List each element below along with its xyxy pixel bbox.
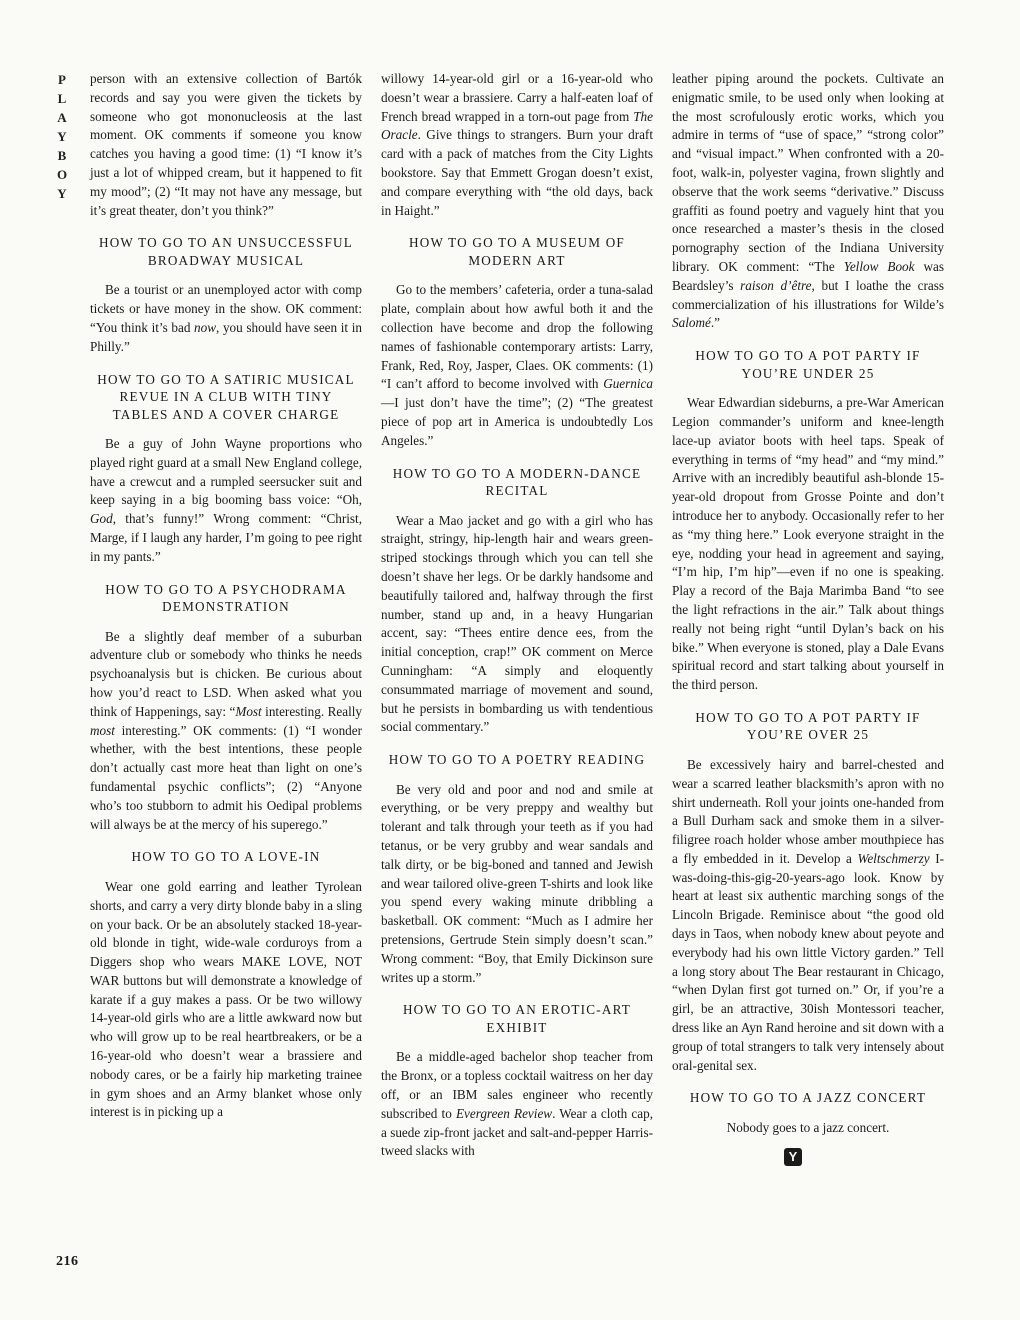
section-heading: HOW TO GO TO AN EROTIC-ART EXHIBIT bbox=[402, 1002, 632, 1035]
section-heading: HOW TO GO TO A POT PARTY IF YOU’RE OVER 25 bbox=[695, 709, 921, 743]
paragraph: Be very old and poor and nod and smile at everything, or be very preppy and wealthy but tolerant and talk through your teeth as if you had tetanus, or be very grubby and wear sandals and talk dirty, or be big-boned and tanned and Jewish and wear tailored olive-green T-shirts and look like you spend every waking minute dribbling a basketball. OK comment: “Much as I admire her pretensions, Gertrude Stein simply doesn’t scan.” Wrong comment: “Boy, that Emily Dickinson sure writes up a storm.” bbox=[381, 781, 653, 985]
section-heading: HOW TO GO TO AN UNSUCCESSFUL BROADWAY MUSICAL bbox=[98, 235, 354, 268]
paragraph: Nobody goes to a jazz concert. bbox=[726, 1119, 890, 1135]
section-heading: HOW TO GO TO A POT PARTY IF YOU’RE UNDER 25 bbox=[695, 348, 921, 381]
page-number: 216 bbox=[56, 1254, 79, 1269]
paragraph: Be excessively hairy and barrel-chested and wear a scarred leather blacksmith’s apron with no shirt underneath. Roll your joints one-handed from a Bull Durham sack and smoke them in a silver-filigree roach holder whose amber mouthpiece has a fly embedded in it. Develop a Weltschmerzy I-was-doing-this-gig-20-years-ago look. Know by heart at least six authentic marching songs of the Lincoln Brigade. Reminisce about “the good old days in Taos, when nobody knew about peyote and everybody had his own little Victory garden.” Tell a long story about The Bear restaurant in Chicago, “when Dylan first got turned on.” Or, if you’re a girl, be an attractive, 30ish Montessori teacher, dress like an Ayn Rand heroine and sit down with a group of total strangers to talk very intensely about oral-genital sex. bbox=[672, 756, 944, 1073]
column-2 bbox=[381, 70, 653, 1161]
paragraph: Wear a Mao jacket and go with a girl who has straight, stringy, hip-length hair and wears green-striped stockings through which you can tell she doesn’t shave her legs. Or be darkly handsome and beautifully tailored and, halfway through the first number, stand up and, in a heavy Hungarian accent, say: “Thees entire dence ees, from the initial conception, crap!” OK comment on Merce Cunningham: “A simply and eloquently consummated marriage of movement and sound, but he persists in bombarding us with tendentious social commentary.” bbox=[381, 512, 653, 735]
section-heading: HOW TO GO TO A MUSEUM OF MODERN ART bbox=[409, 235, 625, 268]
paragraph: leather piping around the pockets. Cultivate an enigmatic smile, to be used only when looking at the most scrofulously erotic works, which you admire in terms of “use of space,” “strong color” and “visual impact.” When confronted with a 20-foot, walk-in, polyester vagina, frown slightly and observe that the work seems “derivative.” Discuss graffiti as found poetry and vaguely hint that you once researched a master’s thesis in the closed pornography section of the Indiana University library. OK comment: “The Yellow Book was Beardsley’s raison d’être, but I loathe the crass commercialization of his illustrations for Wilde’s Salomé.” bbox=[672, 71, 945, 331]
section-heading: HOW TO GO TO A POETRY READING bbox=[388, 752, 646, 768]
masthead-letter: P bbox=[58, 72, 66, 87]
section-heading: HOW TO GO TO A PSYCHODRAMA DEMONSTRATION bbox=[105, 581, 347, 615]
paragraph: Go to the members’ cafeteria, order a tuna-salad plate, complain about how awful both it and the collection have become and drop the following names of fashionable contemporary artists: Larry, Frank, Red, Roy, Jasper, Claes. OK comments: (1) “I can’t afford to become involved with Guernica—I just don’t have the time”; (2) “The greatest piece of pop art in America is undoubtedly Los Angeles.” bbox=[381, 282, 653, 448]
column-3 bbox=[672, 70, 944, 1167]
paragraph: Be a guy of John Wayne proportions who played right guard at a small New England college, have a crewcut and a rumpled seersucker suit and keep saying in a big booming bass voice: “Oh, God, that’s funny!” Wrong comment: “Christ, Marge, if I laugh any harder, I’m going to pee right in my pants.” bbox=[90, 436, 362, 564]
section-heading: HOW TO GO TO A LOVE-IN bbox=[131, 849, 321, 865]
paragraph: Be a tourist or an unemployed actor with comp tickets or have money in the show. OK comment: “You think it’s bad now, you should have seen it in Philly.” bbox=[90, 282, 362, 354]
paragraph: Be a slightly deaf member of a suburban adventure club or somebody who thinks he needs psychoanalysis but is chicken. Be curious about how you’d react to LSD. When asked what you think of Happenings, say: “Most interesting. Really most interesting.” OK comments: (1) “I wonder whether, with the best intentions, these people don’t actually cast more heat than light on one’s fundamental psychic conflicts”; (2) “Anyone who’s too stubborn to admit his Oedipal problems will always be at the mercy of his superego.” bbox=[90, 628, 363, 832]
paragraph: person with an extensive collection of Bartók records and say you were given the tickets by someone who got mononucleosis at the last moment. OK comments if someone you know catches you having a good time: (1) “I know it’s just a lot of whipped cream, but it happened to fit my mood”; (2) “It may not have any message, but it’s great theater, don’t you think?” bbox=[90, 71, 362, 218]
paragraph: Wear Edwardian sideburns, a pre-War American Legion commander’s uniform and knee-length lace-up aviator boots with heel taps. Speak of everything in terms of “my head” and “my mind.” Arrive with an incredibly beautiful ash-blonde 15-year-old dropout from Grosse Pointe and don’t introduce her to anybody. Occasionally refer to her as “my thing here.” Look everyone straight in the eye, nodding your head in agreement and saying, “I’m hip, I’m hip”—even if no one is speaking. Play a record of the Baja Marimba Band “to see the light refractions in the air.” Talk about things really not being right “until Dylan’s back on his bike.” When everyone is stoned, play a Dale Evans spiritual record and start talking about yourself in the third person. bbox=[672, 395, 944, 693]
end-mark-icon: Y bbox=[784, 1148, 802, 1166]
section-heading: HOW TO GO TO A JAZZ CONCERT bbox=[689, 1090, 927, 1106]
paragraph: willowy 14-year-old girl or a 16-year-old who doesn’t wear a brassiere. Carry a half-eaten loaf of French bread wrapped in a torn-out page from The Oracle. Give things to strangers. Burn your draft card with a pack of matches from the City Lights bookstore. Say that Emmett Grogan doesn’t exist, and compare everything with “the old days, back in Haight.” bbox=[381, 71, 653, 218]
playboy-masthead-vertical: P L A Y B O Y bbox=[52, 70, 72, 203]
section-heading: HOW TO GO TO A MODERN-DANCE RECITAL bbox=[392, 465, 642, 499]
section-heading: HOW TO GO TO A SATIRIC MUSICAL REVUE IN A CLUB WITH TINY TABLES AND A COVER CHARGE bbox=[97, 371, 355, 422]
column-1 bbox=[90, 70, 362, 1122]
paragraph: Wear one gold earring and leather Tyrolean shorts, and carry a very dirty blonde baby in a sling on your back. Or be an absolutely stacked 18-year-old blonde in tight, wide-wale corduroys from a Diggers shop who wears MAKE LOVE, NOT WAR buttons but will demonstrate a knowledge of karate if a guy makes a pass. Or be two willowy 14-year-old girls who are a little awkward now but who will grow up to be real heartbreakers, or be a 16-year-old who doesn’t wear a brassiere and nobody cares, or be a fairly hip marketing trainee in gym shoes and an Army blanket whose only interest is in picking up a bbox=[90, 878, 362, 1120]
paragraph: Be a middle-aged bachelor shop teacher from the Bronx, or a topless cocktail waitress on her day off, or an IBM sales engineer who recently subscribed to Evergreen Review. Wear a cloth cap, a suede zip-front jacket and salt-and-pepper Harris-tweed slacks with bbox=[381, 1049, 653, 1159]
